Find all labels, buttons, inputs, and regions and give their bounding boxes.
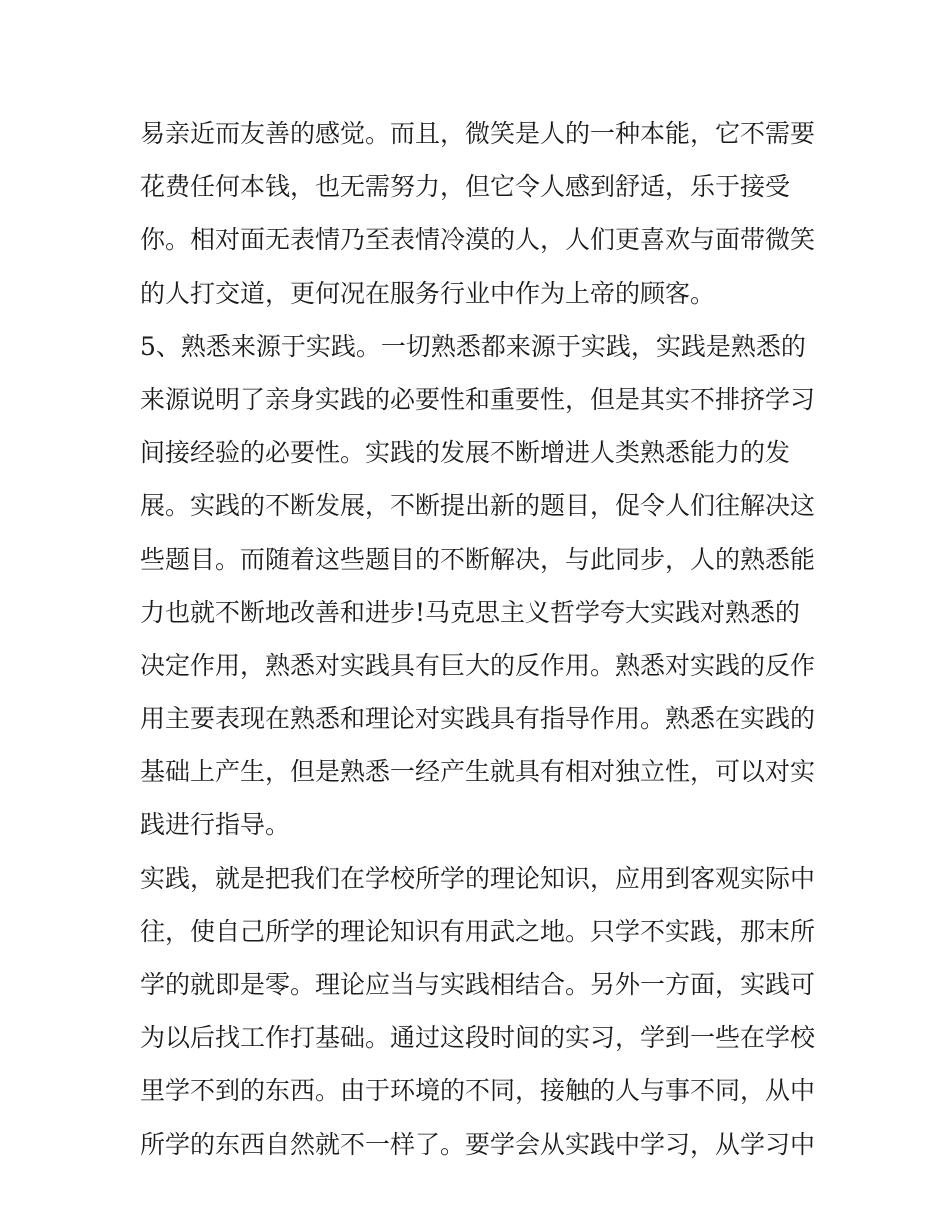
text-line: 的人打交道，更何况在服务行业中作为上帝的顾客。 — [140, 278, 716, 308]
text-line: 践进行指导。 — [140, 810, 291, 840]
text-line: 用主要表现在熟悉和理论对实践具有指导作用。熟悉在实践的 — [140, 704, 816, 734]
text-line: 往，使自己所学的理论知识有用武之地。只学不实践，那末所 — [140, 916, 816, 946]
text-line: 所学的东西自然就不一样了。要学会从实践中学习，从学习中 — [140, 1129, 816, 1159]
text-line: 来源说明了亲身实践的必要性和重要性，但是其实不排挤学习 — [140, 384, 816, 414]
text-line: 为以后找工作打基础。通过这段时间的实习，学到一些在学校 — [140, 1023, 816, 1053]
text-line: 些题目。而随着这些题目的不断解决，与此同步，人的熟悉能 — [140, 544, 816, 574]
text-line: 基础上产生，但是熟悉一经产生就具有相对独立性，可以对实 — [140, 757, 816, 787]
text-line: 力也就不断地改善和进步!马克思主义哲学夸大实践对熟悉的 — [140, 597, 801, 627]
text-line: 实践，就是把我们在学校所学的理论知识，应用到客观实际中 — [140, 863, 816, 893]
text-line: 花费任何本钱，也无需努力，但它令人感到舒适，乐于接受 — [140, 172, 791, 202]
text-line: 易亲近而友善的感觉。而且，微笑是人的一种本能，它不需要 — [140, 119, 816, 148]
text-line: 你。相对面无表情乃至表情冷漠的人，人们更喜欢与面带微笑 — [140, 225, 816, 255]
text-line: 里学不到的东西。由于环境的不同，接触的人与事不同，从中 — [140, 1076, 816, 1106]
text-line: 学的就即是零。理论应当与实践相结合。另外一方面，实践可 — [140, 970, 816, 999]
body-text — [140, 107, 820, 1171]
text-line: 5、熟悉来源于实践。一切熟悉都来源于实践，实践是熟悉的 — [140, 331, 806, 361]
text-line: 展。实践的不断发展，不断提出新的题目，促令人们往解决这 — [140, 491, 816, 521]
text-line: 决定作用，熟悉对实践具有巨大的反作用。熟悉对实践的反作 — [140, 650, 816, 680]
text-line: 间接经验的必要性。实践的发展不断增进人类熟悉能力的发 — [140, 438, 791, 468]
